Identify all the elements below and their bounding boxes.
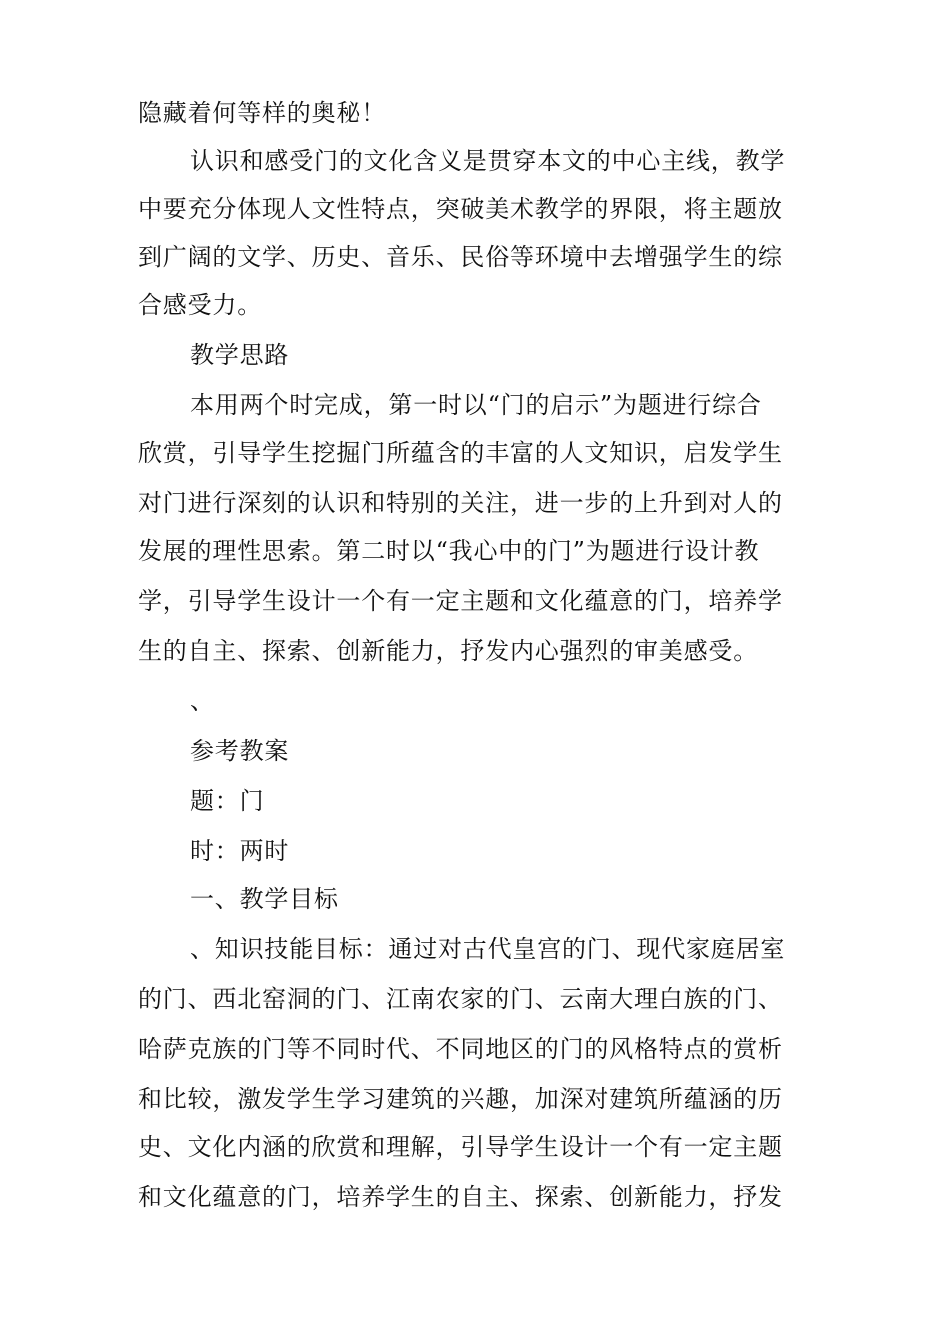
text-line: 和比较，激发学生学习建筑的兴趣，加深对建筑所蕴涵的历: [138, 1085, 783, 1113]
section-heading: 教学思路: [190, 341, 290, 369]
text-line: 题：门: [190, 787, 265, 815]
text-line: 对门进行深刻的认识和特别的关注，进一步的上升到对人的: [138, 489, 783, 517]
text-line: 和文化蕴意的门，培养学生的自主、探索、创新能力，抒发: [138, 1183, 783, 1211]
text-line: 史、文化内涵的欣赏和理解，引导学生设计一个有一定主题: [138, 1133, 783, 1161]
text-line: 哈萨克族的门等不同时代、不同地区的门的风格特点的赏析: [138, 1035, 783, 1063]
text-line: 的门、西北窑洞的门、江南农家的门、云南大理白族的门、: [138, 985, 783, 1013]
section-heading: 一、教学目标: [190, 885, 339, 913]
text-line: 、: [190, 687, 215, 715]
text-line: 本用两个时完成，第一时以“门的启示”为题进行综合: [190, 391, 762, 419]
text-line: 学，引导学生设计一个有一定主题和文化蕴意的门，培养学: [138, 587, 783, 615]
text-line: 生的自主、探索、创新能力，抒发内心强烈的审美感受。: [138, 637, 758, 665]
text-line: 中要充分体现人文性特点，突破美术教学的界限，将主题放: [138, 195, 783, 223]
section-heading: 参考教案: [190, 737, 290, 765]
text-line: 时：两时: [190, 837, 290, 865]
text-line: 、知识技能目标：通过对古代皇宫的门、现代家庭居室: [190, 935, 786, 963]
text-line: 隐藏着何等样的奥秘！: [138, 99, 386, 127]
text-line: 到广阔的文学、历史、音乐、民俗等环境中去增强学生的综: [138, 243, 783, 271]
text-line: 认识和感受门的文化含义是贯穿本文的中心主线，教学: [190, 147, 786, 175]
text-line: 发展的理性思索。第二时以“我心中的门”为题进行设计教: [138, 537, 760, 565]
text-line: 欣赏，引导学生挖掘门所蕴含的丰富的人文知识，启发学生: [138, 439, 783, 467]
text-line: 合感受力。: [138, 291, 262, 319]
